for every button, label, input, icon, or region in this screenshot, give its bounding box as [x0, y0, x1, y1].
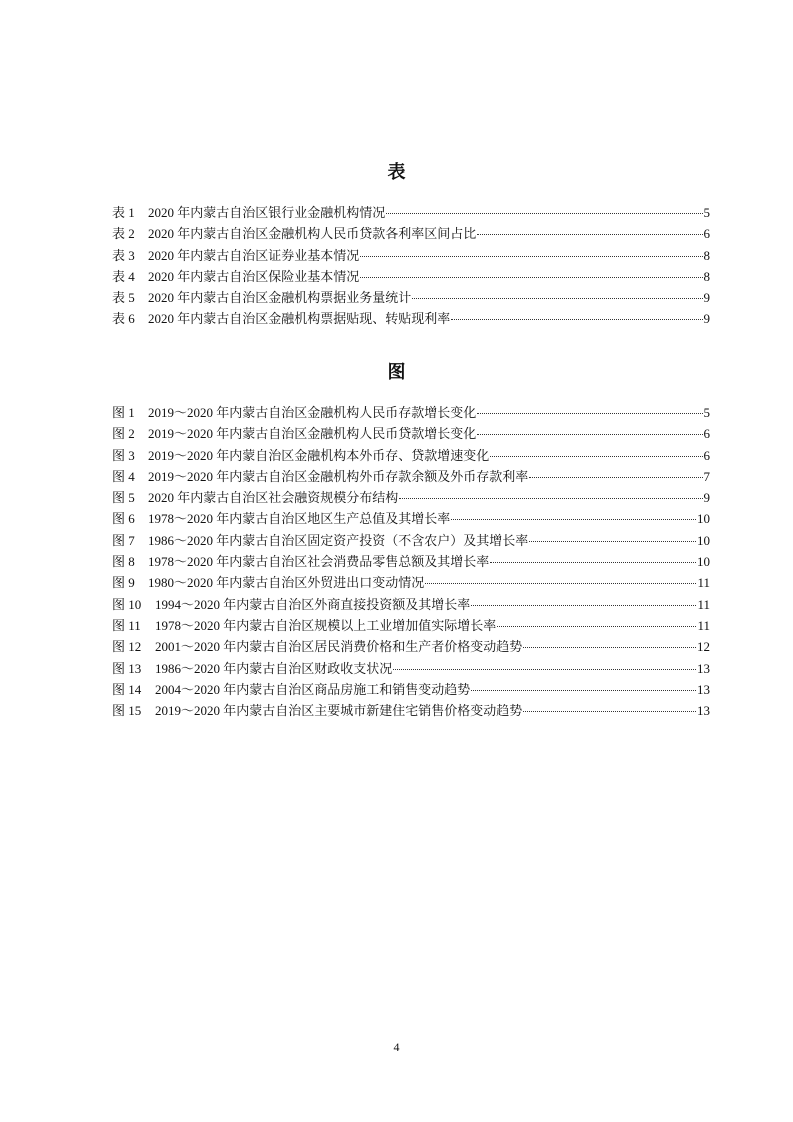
- entry-title: 2020 年内蒙古自治区金融机构人民币贷款各利率区间占比: [148, 226, 477, 242]
- dot-leader: [490, 456, 702, 457]
- entry-title: 2019～2020 年内蒙古自治区金融机构外币存款余额及外币存款利率: [148, 468, 529, 484]
- entry-page: 10: [697, 532, 710, 548]
- figure-entry[interactable]: [112, 551, 710, 572]
- dot-leader: [399, 498, 702, 499]
- page-number: 4: [393, 1040, 400, 1054]
- entry-title: 2020 年内蒙古自治区证券业基本情况: [148, 247, 360, 263]
- dot-leader: [451, 319, 702, 320]
- figure-entry[interactable]: [112, 487, 710, 508]
- entry-page: 8: [703, 247, 710, 263]
- figure-entry[interactable]: [112, 423, 710, 444]
- entry-label: 图 12: [112, 639, 142, 655]
- entry-page: 12: [697, 639, 710, 655]
- entry-title: 1986～2020 年内蒙古自治区固定资产投资（不含农户）及其增长率: [148, 532, 529, 548]
- entry-label: 表 5: [112, 290, 135, 306]
- entry-page: 6: [703, 447, 710, 463]
- entry-page: 5: [703, 405, 710, 420]
- entry-title: 2020 年内蒙古自治区金融机构票据贴现、转贴现利率: [148, 311, 451, 327]
- entry-label: 表 6: [112, 311, 135, 327]
- entry-page: 11: [697, 596, 710, 612]
- dot-leader: [451, 519, 696, 520]
- entry-label: 图 14: [112, 681, 142, 697]
- entry-page: 6: [703, 226, 710, 242]
- entry-label: 图 1: [112, 405, 135, 420]
- entry-page: 9: [703, 311, 710, 327]
- entry-page: 6: [703, 426, 710, 442]
- entry-label: 表 1: [112, 205, 135, 220]
- tables-list: [112, 202, 710, 330]
- entry-label: 表 3: [112, 247, 135, 263]
- figure-entry[interactable]: [112, 700, 710, 721]
- entry-title: 2019～2020 年内蒙古自治区金融机构人民币贷款增长变化: [148, 426, 477, 442]
- figure-entry[interactable]: [112, 679, 710, 700]
- entry-page: 9: [703, 290, 710, 306]
- dot-leader: [386, 213, 702, 214]
- table-entry[interactable]: [112, 245, 710, 266]
- entry-title: 1978～2020 年内蒙古自治区地区生产总值及其增长率: [148, 511, 451, 527]
- entry-title: 2020 年内蒙古自治区保险业基本情况: [148, 268, 360, 284]
- figure-entry[interactable]: [112, 402, 710, 423]
- entry-page: 13: [697, 681, 710, 697]
- entry-title: 1994～2020 年内蒙古自治区外商直接投资额及其增长率: [155, 596, 471, 612]
- entry-page: 10: [697, 511, 710, 527]
- entry-page: 11: [697, 575, 710, 591]
- entry-title: 2019～2020 年内蒙自治区金融机构本外币存、贷款增速变化: [148, 447, 490, 463]
- entry-page: 13: [697, 660, 710, 676]
- entry-page: 8: [703, 268, 710, 284]
- entry-title: 2019～2020 年内蒙古自治区主要城市新建住宅销售价格变动趋势: [155, 703, 523, 719]
- entry-label: 图 3: [112, 447, 135, 463]
- dot-leader: [477, 234, 702, 235]
- entry-label: 图 10: [112, 596, 142, 612]
- dot-leader: [529, 541, 696, 542]
- figure-entry[interactable]: [112, 658, 710, 679]
- dot-leader: [497, 626, 696, 627]
- table-entry[interactable]: [112, 202, 710, 223]
- tables-heading: 表: [387, 162, 406, 182]
- entry-title: 1986～2020 年内蒙古自治区财政收支状况: [155, 660, 393, 676]
- dot-leader: [523, 647, 696, 648]
- dot-leader: [425, 583, 696, 584]
- entry-label: 图 13: [112, 660, 142, 676]
- entry-page: 10: [697, 554, 710, 570]
- entry-page: 7: [703, 468, 710, 484]
- entry-title: 2019～2020 年内蒙古自治区金融机构人民币存款增长变化: [148, 405, 477, 420]
- dot-leader: [523, 711, 696, 712]
- dot-leader: [490, 562, 696, 563]
- entry-label: 图 11: [112, 617, 141, 633]
- dot-leader: [360, 256, 702, 257]
- figure-entry[interactable]: [112, 445, 710, 466]
- entry-label: 图 5: [112, 490, 135, 506]
- entry-label: 图 8: [112, 554, 135, 570]
- entry-label: 图 7: [112, 532, 135, 548]
- dot-leader: [529, 477, 702, 478]
- dot-leader: [393, 669, 696, 670]
- figure-entry[interactable]: [112, 508, 710, 529]
- dot-leader: [360, 277, 702, 278]
- table-entry[interactable]: [112, 266, 710, 287]
- entry-page: 9: [703, 490, 710, 506]
- dot-leader: [471, 605, 696, 606]
- figure-entry[interactable]: [112, 615, 710, 636]
- figure-entry[interactable]: [112, 636, 710, 657]
- entry-page: 11: [697, 617, 710, 633]
- entry-title: 1978～2020 年内蒙古自治区规模以上工业增加值实际增长率: [155, 617, 497, 633]
- entry-page: 5: [703, 205, 710, 220]
- entry-title: 2020 年内蒙古自治区银行业金融机构情况: [148, 205, 386, 220]
- figure-entry[interactable]: [112, 594, 710, 615]
- entry-title: 2004～2020 年内蒙古自治区商品房施工和销售变动趋势: [155, 681, 471, 697]
- dot-leader: [477, 413, 702, 414]
- entry-title: 2020 年内蒙古自治区金融机构票据业务量统计: [148, 290, 412, 306]
- dot-leader: [471, 690, 696, 691]
- entry-title: 1980～2020 年内蒙古自治区外贸进出口变动情况: [148, 575, 425, 591]
- entry-label: 图 15: [112, 703, 142, 719]
- entry-title: 2020 年内蒙古自治区社会融资规模分布结构: [148, 490, 399, 506]
- entry-title: 1978～2020 年内蒙古自治区社会消费品零售总额及其增长率: [148, 554, 490, 570]
- figure-entry[interactable]: [112, 466, 710, 487]
- entry-label: 图 4: [112, 468, 135, 484]
- figures-list: [112, 402, 710, 721]
- entry-label: 图 2: [112, 426, 135, 442]
- entry-label: 表 2: [112, 226, 135, 242]
- dot-leader: [477, 434, 702, 435]
- dot-leader: [412, 298, 702, 299]
- table-entry[interactable]: [112, 223, 710, 244]
- figure-entry[interactable]: [112, 572, 710, 593]
- entry-label: 图 9: [112, 575, 135, 591]
- figure-entry[interactable]: [112, 530, 710, 551]
- entry-label: 图 6: [112, 511, 135, 527]
- entry-page: 13: [697, 703, 710, 719]
- table-entry[interactable]: [112, 308, 710, 329]
- table-entry[interactable]: [112, 287, 710, 308]
- figures-heading: 图: [387, 362, 406, 382]
- entry-title: 2001～2020 年内蒙古自治区居民消费价格和生产者价格变动趋势: [155, 639, 523, 655]
- entry-label: 表 4: [112, 268, 135, 284]
